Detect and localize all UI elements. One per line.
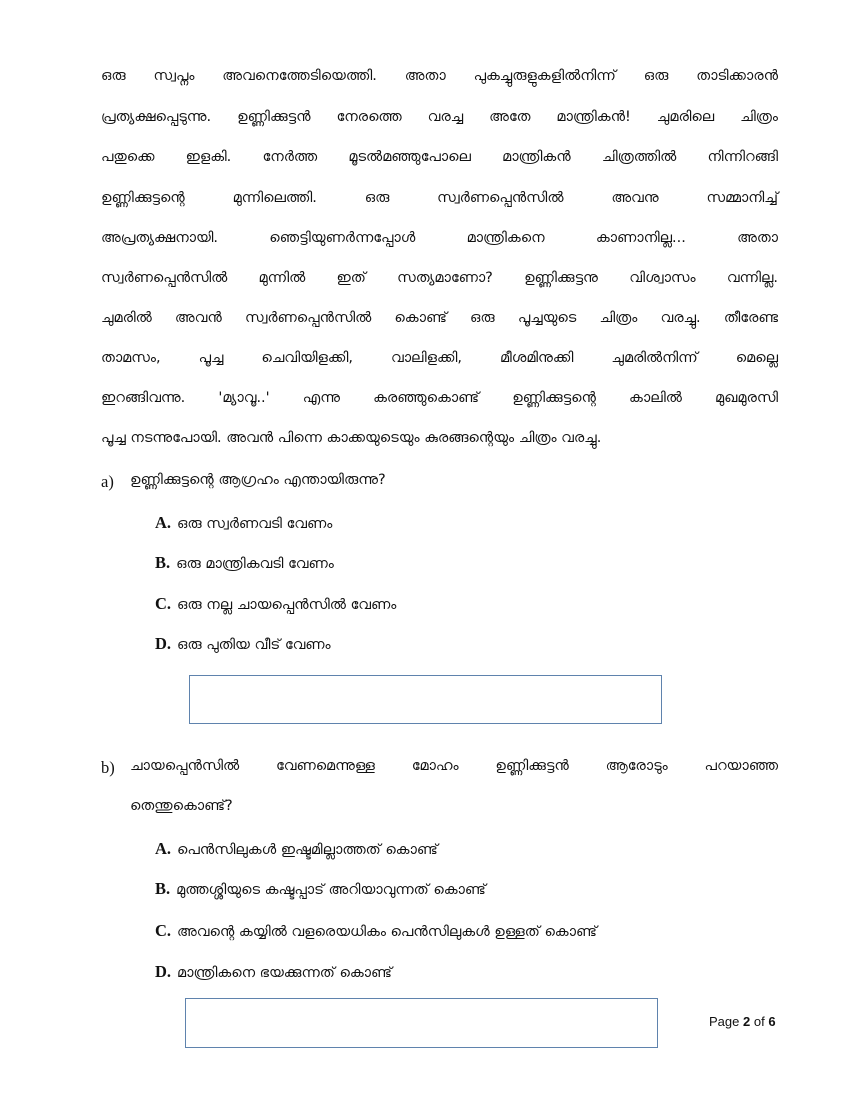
option-letter: B. [155, 553, 171, 572]
question-text: ചായപ്പെൻസിൽ വേണമെന്നുള്ള മോഹം ഉണ്ണിക്കുട്ടൻ ആരോടും പറയാഞ്ഞ [130, 758, 778, 774]
option-letter: B. [155, 879, 171, 898]
option-a-C [155, 594, 396, 614]
passage-line: ഉണ്ണിക്കുട്ടന്റെ മുന്നിലെത്തി. ഒരു സ്വർണപ്പെൻസിൽ അവനു സമ്മാനിച്ച് [101, 190, 778, 206]
passage-line: ഇറങ്ങിവന്നു. 'മ്യാവൂ..' എന്നു കരഞ്ഞുകൊണ്ട് ഉണ്ണിക്കുട്ടന്റെ കാലിൽ മുഖമുരസി [101, 390, 778, 406]
option-text: പെൻസിലുകൾ ഇഷ്ടമില്ലാത്തത് കൊണ്ട് [177, 842, 438, 858]
total-pages: 6 [768, 1014, 776, 1029]
option-b-A [155, 839, 438, 859]
option-b-B [155, 879, 486, 899]
page-number [709, 1014, 776, 1029]
option-a-B [155, 553, 334, 573]
question-text: തെന്തുകൊണ്ട്? [130, 798, 233, 814]
option-a-D [155, 634, 331, 654]
passage-line: താമസം, പൂച്ച ചെവിയിളക്കി, വാലിളക്കി, മീശമിനുക്കി ചുമരിൽനിന്ന് മെല്ലെ [101, 350, 778, 366]
option-text: അവന്റെ കയ്യിൽ വളരെയധികം പെൻസിലുകൾ ഉള്ളത് കൊണ്ട് [177, 924, 597, 940]
passage-line: പതുക്കെ ഇളകി. നേർത്ത മൂടൽമഞ്ഞുപോലെ മാന്ത്രികൻ ചിത്രത്തിൽ നിന്നിറങ്ങി [101, 149, 778, 165]
passage-line: സ്വർണപ്പെൻസിൽ മുന്നിൽ ഇത് സത്യമാണോ? ഉണ്ണിക്കുട്ടനു വിശ്വാസം വന്നില്ല. [101, 270, 778, 286]
option-letter: A. [155, 513, 172, 532]
option-letter: A. [155, 839, 172, 858]
passage-line: അപ്രത്യക്ഷനായി. ഞെട്ടിയുണർന്നപ്പോൾ മാന്ത്രികനെ കാണാനില്ല... അതാ [101, 230, 778, 246]
option-letter: C. [155, 594, 172, 613]
option-a-A [155, 513, 332, 533]
current-page: 2 [743, 1014, 751, 1029]
option-b-C [155, 921, 597, 941]
answer-box-b[interactable] [185, 998, 658, 1048]
question-label: b) [101, 758, 115, 777]
option-letter: D. [155, 634, 172, 653]
passage-line: ചുമരിൽ അവൻ സ്വർണപ്പെൻസിൽ കൊണ്ട് ഒരു പൂച്ചയുടെ ചിത്രം വരച്ചു. തീരേണ്ട [101, 310, 778, 326]
passage-line: പ്രത്യക്ഷപ്പെടുന്നു. ഉണ്ണിക്കുട്ടൻ നേരത്തെ വരച്ച അതേ മാന്ത്രികൻ! ചുമരിലെ ചിത്രം [101, 109, 778, 125]
page-word: Page [709, 1014, 740, 1029]
option-text: ഒരു മാന്ത്രികവടി വേണം [176, 556, 334, 572]
option-text: ഒരു നല്ല ചായപ്പെൻസിൽ വേണം [177, 597, 397, 613]
passage-line: ഒരു സ്വപ്നം അവനെത്തേടിയെത്തി. അതാ പുകച്ചുരുളുകളിൽനിന്ന് ഒരു താടിക്കാരൻ [101, 68, 778, 84]
option-text: ഒരു സ്വർണവടി വേണം [177, 516, 333, 532]
option-letter: D. [155, 962, 172, 981]
option-text: ഒരു പുതിയ വീട് വേണം [177, 637, 331, 653]
question-label: a) [101, 472, 114, 491]
option-text: മുത്തശ്ശിയുടെ കഷ്ടപ്പാട് അറിയാവുന്നത് കൊണ്ട് [176, 882, 486, 898]
of-word: of [753, 1014, 765, 1029]
option-text: മാന്ത്രികനെ ഭയക്കുന്നത് കൊണ്ട് [177, 965, 392, 981]
option-letter: C. [155, 921, 172, 940]
answer-box-a[interactable] [189, 675, 662, 724]
passage-line: പൂച്ച നടന്നുപോയി. അവൻ പിന്നെ കാക്കയുടെയും കുരങ്ങന്റെയും ചിത്രം വരച്ചു. [101, 430, 602, 446]
option-b-D [155, 962, 392, 982]
question-text: ഉണ്ണിക്കുട്ടന്റെ ആഗ്രഹം എന്തായിരുന്നു? [130, 472, 386, 488]
